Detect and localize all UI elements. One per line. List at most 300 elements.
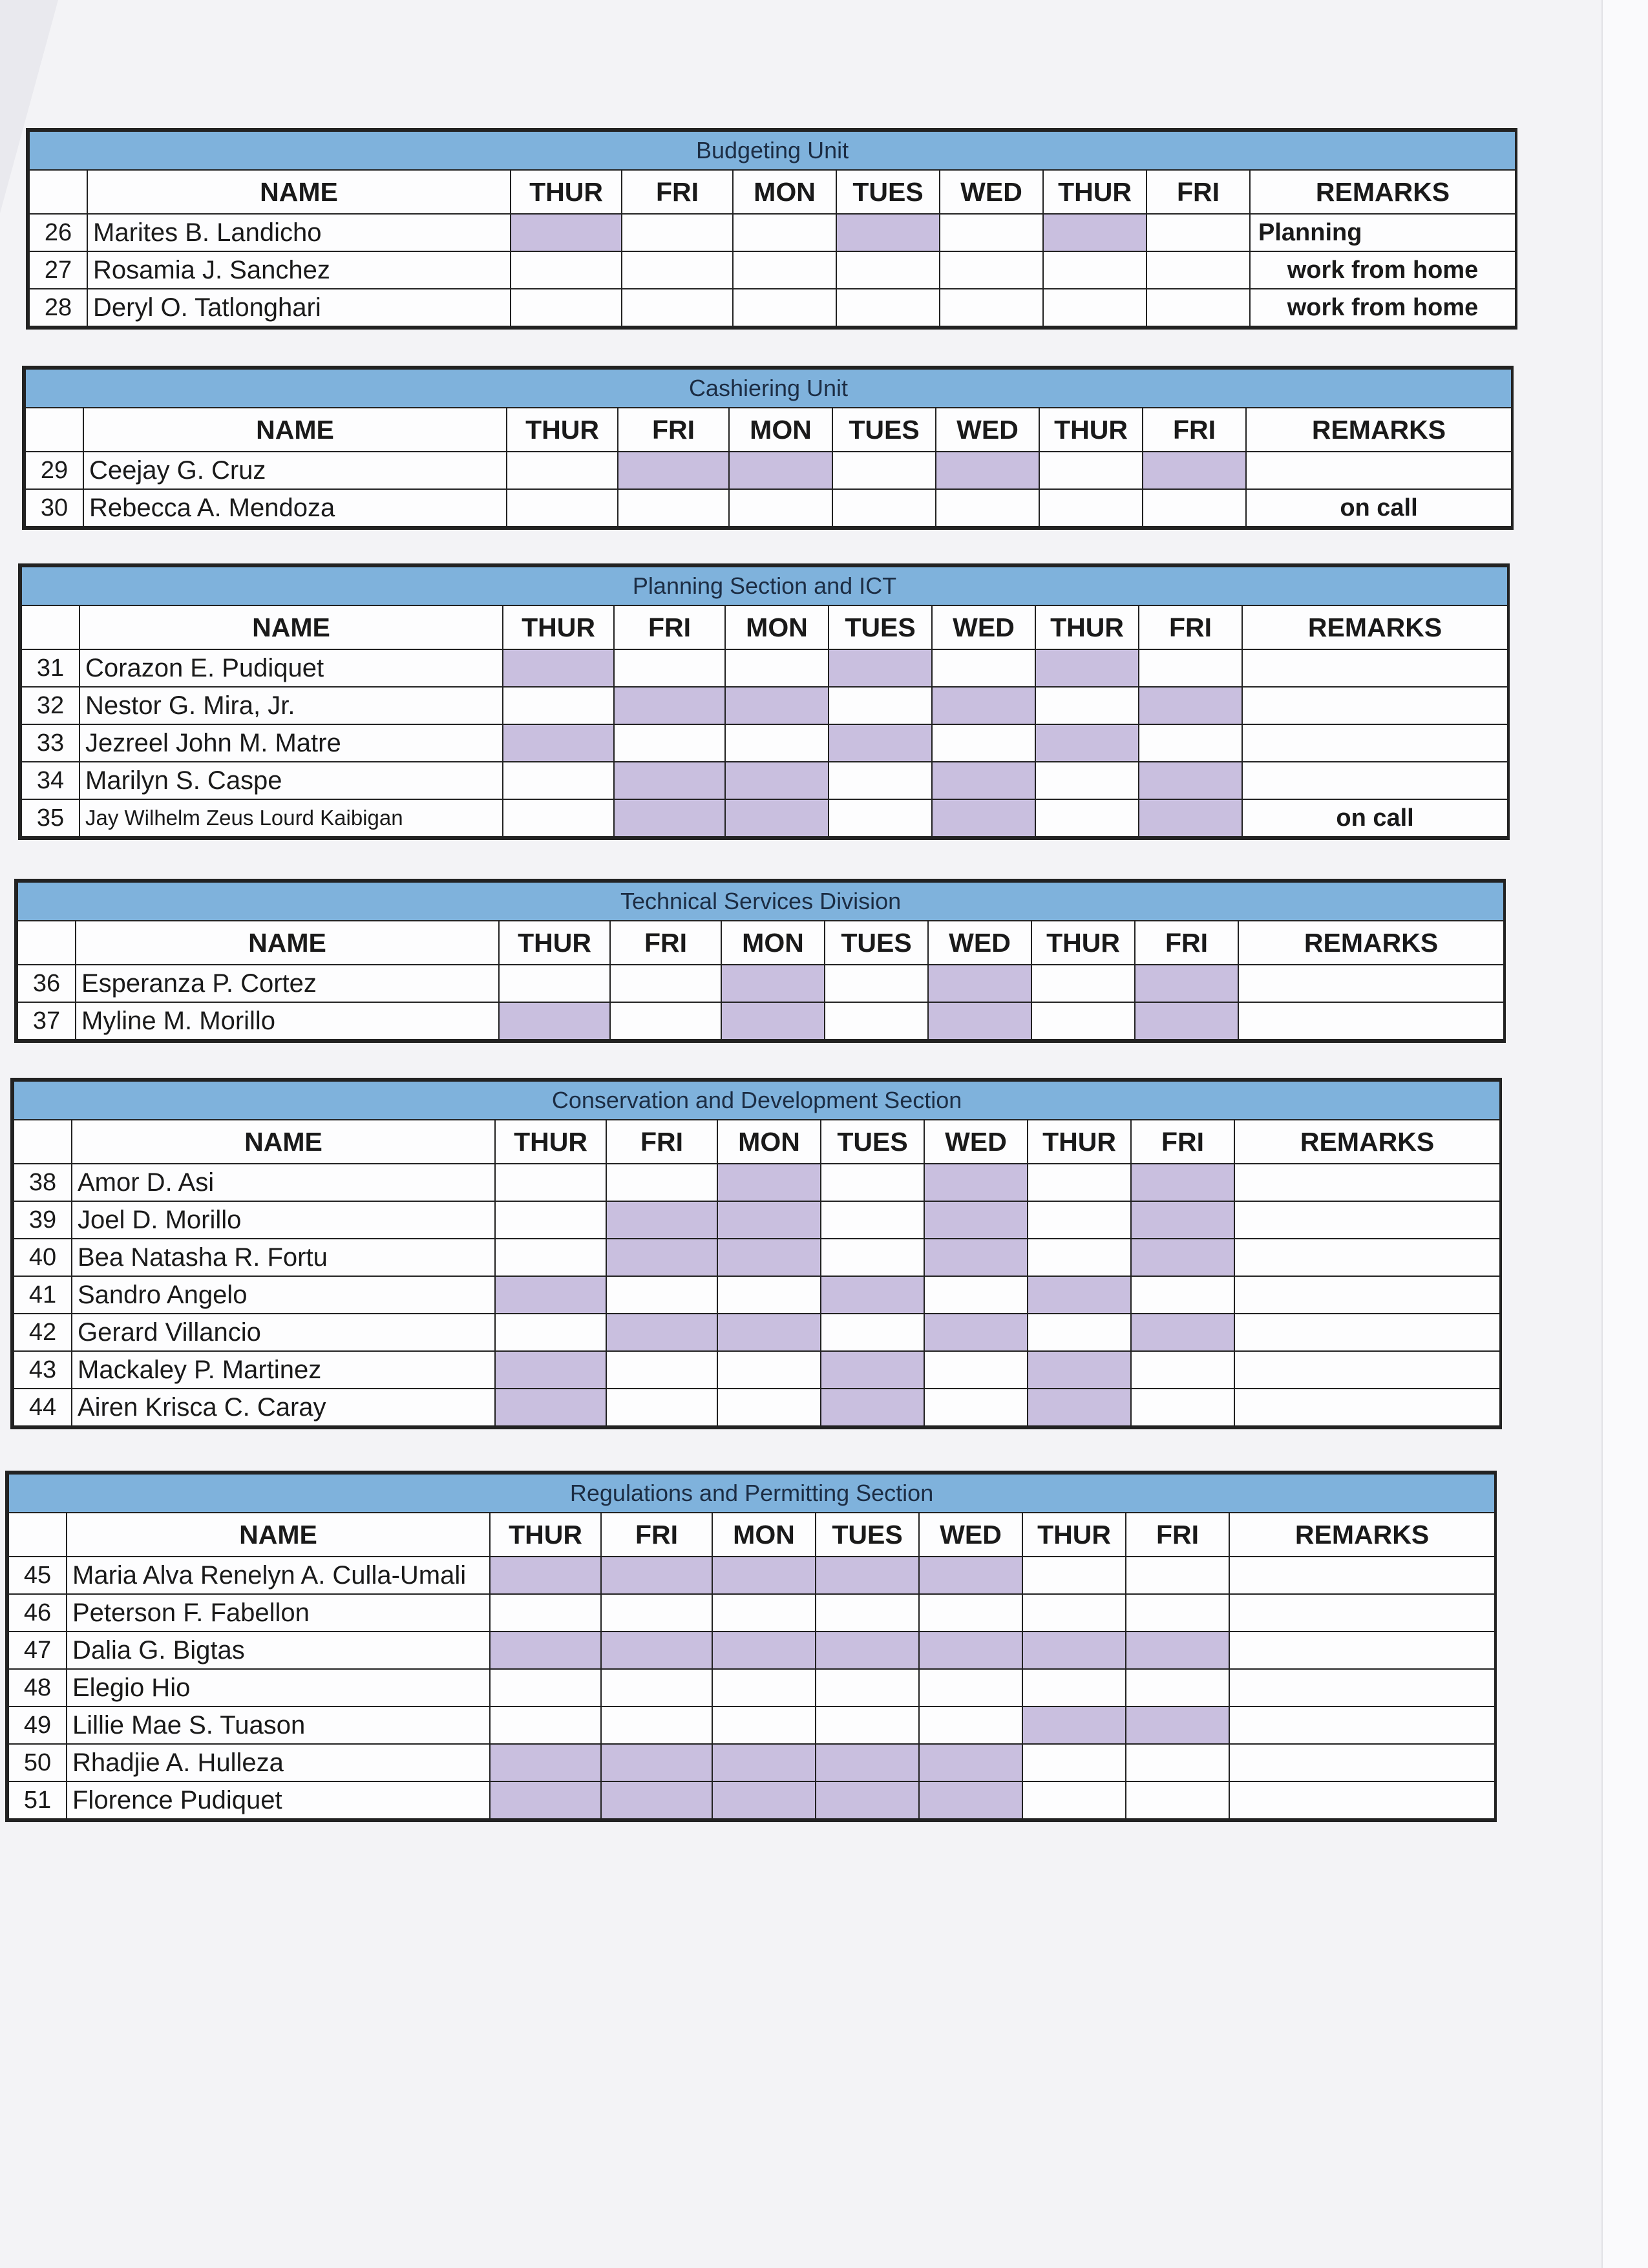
- schedule-section: [18, 563, 1510, 840]
- schedule-cell: [1126, 1594, 1229, 1632]
- row-number: 26: [29, 214, 87, 251]
- schedule-table: [8, 1473, 1495, 1820]
- remarks-cell: [1234, 1351, 1500, 1389]
- schedule-cell: [622, 289, 733, 326]
- number-column-header: [25, 408, 83, 452]
- schedule-cell-shaded: [606, 1314, 717, 1351]
- day-column-header: THUR: [495, 1120, 606, 1164]
- day-column-header: FRI: [622, 170, 733, 214]
- day-column-header: FRI: [606, 1120, 717, 1164]
- table-row: [17, 1002, 1504, 1040]
- table-row: [21, 687, 1508, 724]
- remarks-cell: on call: [1242, 799, 1508, 837]
- day-column-header: FRI: [601, 1513, 712, 1557]
- remarks-column-header: REMARKS: [1246, 408, 1512, 452]
- employee-name: Marilyn S. Caspe: [79, 762, 503, 799]
- day-column-header: TUES: [829, 605, 932, 649]
- employee-name: Ceejay G. Cruz: [83, 452, 507, 489]
- row-number: 33: [21, 724, 79, 762]
- day-column-header: WED: [919, 1513, 1022, 1557]
- schedule-cell: [495, 1314, 606, 1351]
- schedule-cell: [1028, 1239, 1131, 1276]
- schedule-cell: [614, 649, 725, 687]
- remarks-column-header: REMARKS: [1234, 1120, 1500, 1164]
- remarks-cell: [1234, 1164, 1500, 1201]
- schedule-cell: [622, 251, 733, 289]
- row-number: 29: [25, 452, 83, 489]
- table-row: [21, 799, 1508, 837]
- day-column-header: MON: [717, 1120, 821, 1164]
- schedule-cell: [1022, 1594, 1126, 1632]
- schedule-cell: [832, 489, 936, 527]
- schedule-table: [17, 881, 1505, 1040]
- schedule-cell-shaded: [721, 965, 825, 1002]
- row-number: 47: [8, 1632, 67, 1669]
- employee-name: Gerard Villancio: [72, 1314, 495, 1351]
- schedule-cell: [1043, 289, 1146, 326]
- schedule-cell: [490, 1706, 601, 1744]
- schedule-cell-shaded: [1131, 1314, 1234, 1351]
- schedule-cell-shaded: [1028, 1389, 1131, 1426]
- row-number: 35: [21, 799, 79, 837]
- schedule-table: [13, 1080, 1501, 1427]
- day-column-header: MON: [712, 1513, 816, 1557]
- table-row: [14, 1239, 1500, 1276]
- row-number: 41: [14, 1276, 72, 1314]
- schedule-cell-shaded: [932, 799, 1035, 837]
- schedule-cell: [1146, 214, 1250, 251]
- schedule-cell-shaded: [924, 1314, 1028, 1351]
- schedule-cell-shaded: [1139, 799, 1242, 837]
- schedule-cell: [495, 1164, 606, 1201]
- employee-name: Myline M. Morillo: [76, 1002, 499, 1040]
- schedule-cell: [1022, 1744, 1126, 1781]
- schedule-cell-shaded: [601, 1744, 712, 1781]
- remarks-cell: [1234, 1201, 1500, 1239]
- schedule-cell-shaded: [1028, 1351, 1131, 1389]
- section-title: Conservation and Development Section: [14, 1081, 1500, 1120]
- employee-name: Mackaley P. Martinez: [72, 1351, 495, 1389]
- day-column-header: WED: [928, 921, 1031, 965]
- row-number: 38: [14, 1164, 72, 1201]
- remarks-cell: [1246, 452, 1512, 489]
- schedule-cell: [1146, 289, 1250, 326]
- day-column-header: FRI: [618, 408, 729, 452]
- schedule-cell-shaded: [490, 1557, 601, 1594]
- day-column-header: WED: [936, 408, 1039, 452]
- row-number: 30: [25, 489, 83, 527]
- day-column-header: FRI: [1139, 605, 1242, 649]
- schedule-cell-shaded: [1131, 1239, 1234, 1276]
- employee-name: Rhadjie A. Hulleza: [67, 1744, 490, 1781]
- day-column-header: THUR: [1031, 921, 1135, 965]
- schedule-cell-shaded: [919, 1781, 1022, 1819]
- schedule-cell-shaded: [1028, 1276, 1131, 1314]
- schedule-cell: [507, 452, 618, 489]
- schedule-cell-shaded: [919, 1557, 1022, 1594]
- schedule-cell: [1039, 452, 1143, 489]
- schedule-cell: [610, 965, 721, 1002]
- schedule-cell-shaded: [490, 1781, 601, 1819]
- day-column-header: MON: [729, 408, 832, 452]
- schedule-cell: [932, 724, 1035, 762]
- remarks-cell: [1238, 1002, 1504, 1040]
- remarks-cell: [1229, 1632, 1495, 1669]
- schedule-cell: [1028, 1314, 1131, 1351]
- day-column-header: THUR: [1039, 408, 1143, 452]
- table-row: [14, 1389, 1500, 1426]
- remarks-column-header: REMARKS: [1250, 170, 1516, 214]
- section-title: Technical Services Division: [17, 882, 1504, 921]
- section-title: Regulations and Permitting Section: [8, 1474, 1495, 1513]
- row-number: 36: [17, 965, 76, 1002]
- schedule-cell: [622, 214, 733, 251]
- schedule-cell-shaded: [725, 687, 829, 724]
- schedule-cell: [821, 1314, 924, 1351]
- schedule-cell: [601, 1706, 712, 1744]
- schedule-cell: [733, 251, 836, 289]
- remarks-cell: work from home: [1250, 289, 1516, 326]
- row-number: 28: [29, 289, 87, 326]
- row-number: 42: [14, 1314, 72, 1351]
- schedule-table: [28, 131, 1516, 327]
- row-number: 45: [8, 1557, 67, 1594]
- name-column-header: NAME: [72, 1120, 495, 1164]
- day-column-header: FRI: [610, 921, 721, 965]
- remarks-cell: [1242, 762, 1508, 799]
- schedule-cell-shaded: [924, 1239, 1028, 1276]
- day-column-header: MON: [725, 605, 829, 649]
- schedule-section: [10, 1078, 1502, 1429]
- table-row: [8, 1594, 1495, 1632]
- schedule-cell: [717, 1389, 821, 1426]
- schedule-cell-shaded: [495, 1351, 606, 1389]
- schedule-cell-shaded: [725, 762, 829, 799]
- schedule-cell-shaded: [495, 1276, 606, 1314]
- schedule-cell: [1039, 489, 1143, 527]
- schedule-cell: [919, 1669, 1022, 1706]
- schedule-cell: [924, 1389, 1028, 1426]
- schedule-cell: [712, 1594, 816, 1632]
- table-row: [25, 489, 1512, 527]
- schedule-cell: [490, 1669, 601, 1706]
- schedule-cell: [919, 1706, 1022, 1744]
- name-column-header: NAME: [76, 921, 499, 965]
- schedule-cell: [1031, 965, 1135, 1002]
- schedule-cell: [940, 251, 1043, 289]
- remarks-cell: work from home: [1250, 251, 1516, 289]
- schedule-cell-shaded: [829, 724, 932, 762]
- employee-name: Lillie Mae S. Tuason: [67, 1706, 490, 1744]
- schedule-cell: [610, 1002, 721, 1040]
- schedule-cell-shaded: [490, 1632, 601, 1669]
- schedule-cell: [1143, 489, 1246, 527]
- employee-name: Corazon E. Pudiquet: [79, 649, 503, 687]
- schedule-cell: [1022, 1557, 1126, 1594]
- table-row: [8, 1706, 1495, 1744]
- schedule-cell: [825, 1002, 928, 1040]
- schedule-cell: [836, 289, 940, 326]
- employee-name: Peterson F. Fabellon: [67, 1594, 490, 1632]
- row-number: 46: [8, 1594, 67, 1632]
- number-column-header: [14, 1120, 72, 1164]
- schedule-cell-shaded: [511, 214, 622, 251]
- table-row: [8, 1557, 1495, 1594]
- table-row: [29, 289, 1516, 326]
- schedule-cell: [940, 214, 1043, 251]
- schedule-cell: [832, 452, 936, 489]
- schedule-cell: [829, 762, 932, 799]
- schedule-cell: [725, 649, 829, 687]
- table-row: [21, 649, 1508, 687]
- schedule-cell-shaded: [1043, 214, 1146, 251]
- schedule-cell: [1035, 799, 1139, 837]
- day-column-header: MON: [733, 170, 836, 214]
- schedule-cell-shaded: [601, 1632, 712, 1669]
- schedule-cell-shaded: [614, 762, 725, 799]
- schedule-cell: [503, 762, 614, 799]
- schedule-cell: [712, 1706, 816, 1744]
- schedule-cell: [717, 1351, 821, 1389]
- schedule-cell: [606, 1164, 717, 1201]
- schedule-cell-shaded: [618, 452, 729, 489]
- day-column-header: FRI: [1143, 408, 1246, 452]
- schedule-cell-shaded: [1131, 1164, 1234, 1201]
- schedule-cell: [821, 1239, 924, 1276]
- remarks-cell: [1242, 687, 1508, 724]
- schedule-cell-shaded: [1135, 965, 1238, 1002]
- table-row: [8, 1744, 1495, 1781]
- schedule-cell-shaded: [1035, 649, 1139, 687]
- employee-name: Nestor G. Mira, Jr.: [79, 687, 503, 724]
- schedule-section: [26, 128, 1517, 330]
- schedule-cell-shaded: [932, 687, 1035, 724]
- day-column-header: FRI: [1131, 1120, 1234, 1164]
- row-number: 43: [14, 1351, 72, 1389]
- row-number: 51: [8, 1781, 67, 1819]
- schedule-cell: [1043, 251, 1146, 289]
- schedule-cell: [1131, 1389, 1234, 1426]
- schedule-section: [22, 366, 1514, 530]
- schedule-cell: [924, 1351, 1028, 1389]
- schedule-cell: [495, 1201, 606, 1239]
- schedule-table: [21, 566, 1508, 837]
- schedule-cell: [499, 965, 610, 1002]
- employee-name: Amor D. Asi: [72, 1164, 495, 1201]
- page-edge: [1601, 0, 1648, 2268]
- number-column-header: [21, 605, 79, 649]
- remarks-cell: [1234, 1239, 1500, 1276]
- day-column-header: TUES: [825, 921, 928, 965]
- schedule-cell-shaded: [601, 1557, 712, 1594]
- schedule-cell: [618, 489, 729, 527]
- table-row: [8, 1632, 1495, 1669]
- employee-name: Dalia G. Bigtas: [67, 1632, 490, 1669]
- schedule-cell-shaded: [829, 649, 932, 687]
- day-column-header: WED: [924, 1120, 1028, 1164]
- schedule-cell: [1028, 1164, 1131, 1201]
- day-column-header: THUR: [1028, 1120, 1131, 1164]
- remarks-cell: [1229, 1557, 1495, 1594]
- schedule-cell-shaded: [1131, 1201, 1234, 1239]
- schedule-section: [5, 1471, 1497, 1822]
- schedule-cell: [940, 289, 1043, 326]
- number-column-header: [29, 170, 87, 214]
- table-row: [29, 251, 1516, 289]
- schedule-cell-shaded: [1022, 1706, 1126, 1744]
- schedule-cell: [1146, 251, 1250, 289]
- name-column-header: NAME: [83, 408, 507, 452]
- schedule-cell: [1126, 1669, 1229, 1706]
- schedule-cell: [606, 1389, 717, 1426]
- schedule-cell-shaded: [495, 1389, 606, 1426]
- day-column-header: THUR: [511, 170, 622, 214]
- day-column-header: WED: [940, 170, 1043, 214]
- day-column-header: THUR: [1043, 170, 1146, 214]
- schedule-cell-shaded: [601, 1781, 712, 1819]
- remarks-cell: Planning: [1250, 214, 1516, 251]
- schedule-cell-shaded: [928, 965, 1031, 1002]
- remarks-cell: [1229, 1706, 1495, 1744]
- schedule-cell-shaded: [1022, 1632, 1126, 1669]
- number-column-header: [8, 1513, 67, 1557]
- table-row: [14, 1164, 1500, 1201]
- schedule-cell-shaded: [503, 649, 614, 687]
- schedule-cell: [490, 1594, 601, 1632]
- schedule-cell-shaded: [1126, 1706, 1229, 1744]
- day-column-header: FRI: [614, 605, 725, 649]
- schedule-cell-shaded: [712, 1632, 816, 1669]
- schedule-cell-shaded: [725, 799, 829, 837]
- schedule-cell-shaded: [919, 1632, 1022, 1669]
- schedule-cell-shaded: [919, 1744, 1022, 1781]
- schedule-cell: [717, 1276, 821, 1314]
- schedule-cell: [511, 289, 622, 326]
- schedule-cell-shaded: [729, 452, 832, 489]
- table-row: [14, 1276, 1500, 1314]
- schedule-cell: [1022, 1669, 1126, 1706]
- schedule-cell-shaded: [606, 1201, 717, 1239]
- schedule-cell-shaded: [606, 1239, 717, 1276]
- remarks-column-header: REMARKS: [1229, 1513, 1495, 1557]
- employee-name: Jezreel John M. Matre: [79, 724, 503, 762]
- schedule-cell-shaded: [1126, 1632, 1229, 1669]
- schedule-cell-shaded: [499, 1002, 610, 1040]
- remarks-column-header: REMARKS: [1242, 605, 1508, 649]
- row-number: 44: [14, 1389, 72, 1426]
- schedule-cell: [825, 965, 928, 1002]
- schedule-cell: [503, 799, 614, 837]
- schedule-cell: [1126, 1781, 1229, 1819]
- schedule-cell-shaded: [1139, 687, 1242, 724]
- schedule-cell-shaded: [614, 687, 725, 724]
- day-column-header: THUR: [1035, 605, 1139, 649]
- table-row: [8, 1669, 1495, 1706]
- schedule-cell: [816, 1594, 919, 1632]
- table-row: [29, 214, 1516, 251]
- day-column-header: TUES: [816, 1513, 919, 1557]
- schedule-cell-shaded: [503, 724, 614, 762]
- remarks-cell: [1234, 1389, 1500, 1426]
- name-column-header: NAME: [87, 170, 511, 214]
- schedule-table: [25, 368, 1512, 527]
- schedule-cell: [1126, 1557, 1229, 1594]
- row-number: 32: [21, 687, 79, 724]
- remarks-column-header: REMARKS: [1238, 921, 1504, 965]
- row-number: 31: [21, 649, 79, 687]
- schedule-cell-shaded: [490, 1744, 601, 1781]
- schedule-cell-shaded: [717, 1201, 821, 1239]
- day-column-header: TUES: [821, 1120, 924, 1164]
- schedule-cell: [1139, 649, 1242, 687]
- day-column-header: TUES: [836, 170, 940, 214]
- schedule-cell: [1131, 1276, 1234, 1314]
- employee-name: Rosamia J. Sanchez: [87, 251, 511, 289]
- section-title: Cashiering Unit: [25, 369, 1512, 408]
- schedule-cell-shaded: [717, 1239, 821, 1276]
- employee-name: Esperanza P. Cortez: [76, 965, 499, 1002]
- schedule-cell: [919, 1594, 1022, 1632]
- employee-name: Deryl O. Tatlonghari: [87, 289, 511, 326]
- schedule-cell-shaded: [936, 452, 1039, 489]
- day-column-header: THUR: [490, 1513, 601, 1557]
- schedule-cell-shaded: [928, 1002, 1031, 1040]
- name-column-header: NAME: [67, 1513, 490, 1557]
- schedule-cell: [836, 251, 940, 289]
- schedule-cell: [601, 1669, 712, 1706]
- day-column-header: FRI: [1126, 1513, 1229, 1557]
- row-number: 49: [8, 1706, 67, 1744]
- schedule-cell: [733, 289, 836, 326]
- schedule-cell: [936, 489, 1039, 527]
- schedule-cell-shaded: [816, 1632, 919, 1669]
- day-column-header: THUR: [499, 921, 610, 965]
- schedule-cell: [733, 214, 836, 251]
- row-number: 39: [14, 1201, 72, 1239]
- schedule-cell: [507, 489, 618, 527]
- schedule-cell: [1131, 1351, 1234, 1389]
- day-column-header: TUES: [832, 408, 936, 452]
- schedule-cell-shaded: [1139, 762, 1242, 799]
- remarks-cell: [1229, 1594, 1495, 1632]
- employee-name: Marites B. Landicho: [87, 214, 511, 251]
- schedule-cell: [712, 1669, 816, 1706]
- remarks-cell: [1229, 1744, 1495, 1781]
- employee-name: Rebecca A. Mendoza: [83, 489, 507, 527]
- table-row: [21, 724, 1508, 762]
- row-number: 27: [29, 251, 87, 289]
- section-title: Planning Section and ICT: [21, 567, 1508, 605]
- remarks-cell: [1242, 724, 1508, 762]
- row-number: 40: [14, 1239, 72, 1276]
- name-column-header: NAME: [79, 605, 503, 649]
- schedule-cell-shaded: [836, 214, 940, 251]
- employee-name: Bea Natasha R. Fortu: [72, 1239, 495, 1276]
- schedule-cell-shaded: [821, 1276, 924, 1314]
- schedule-cell: [503, 687, 614, 724]
- day-column-header: FRI: [1135, 921, 1238, 965]
- schedule-cell-shaded: [721, 1002, 825, 1040]
- table-row: [8, 1781, 1495, 1819]
- schedule-cell: [821, 1201, 924, 1239]
- schedule-cell: [829, 799, 932, 837]
- table-row: [14, 1314, 1500, 1351]
- day-column-header: MON: [721, 921, 825, 965]
- table-row: [14, 1201, 1500, 1239]
- schedule-cell-shaded: [712, 1744, 816, 1781]
- schedule-cell: [495, 1239, 606, 1276]
- schedule-cell: [1035, 687, 1139, 724]
